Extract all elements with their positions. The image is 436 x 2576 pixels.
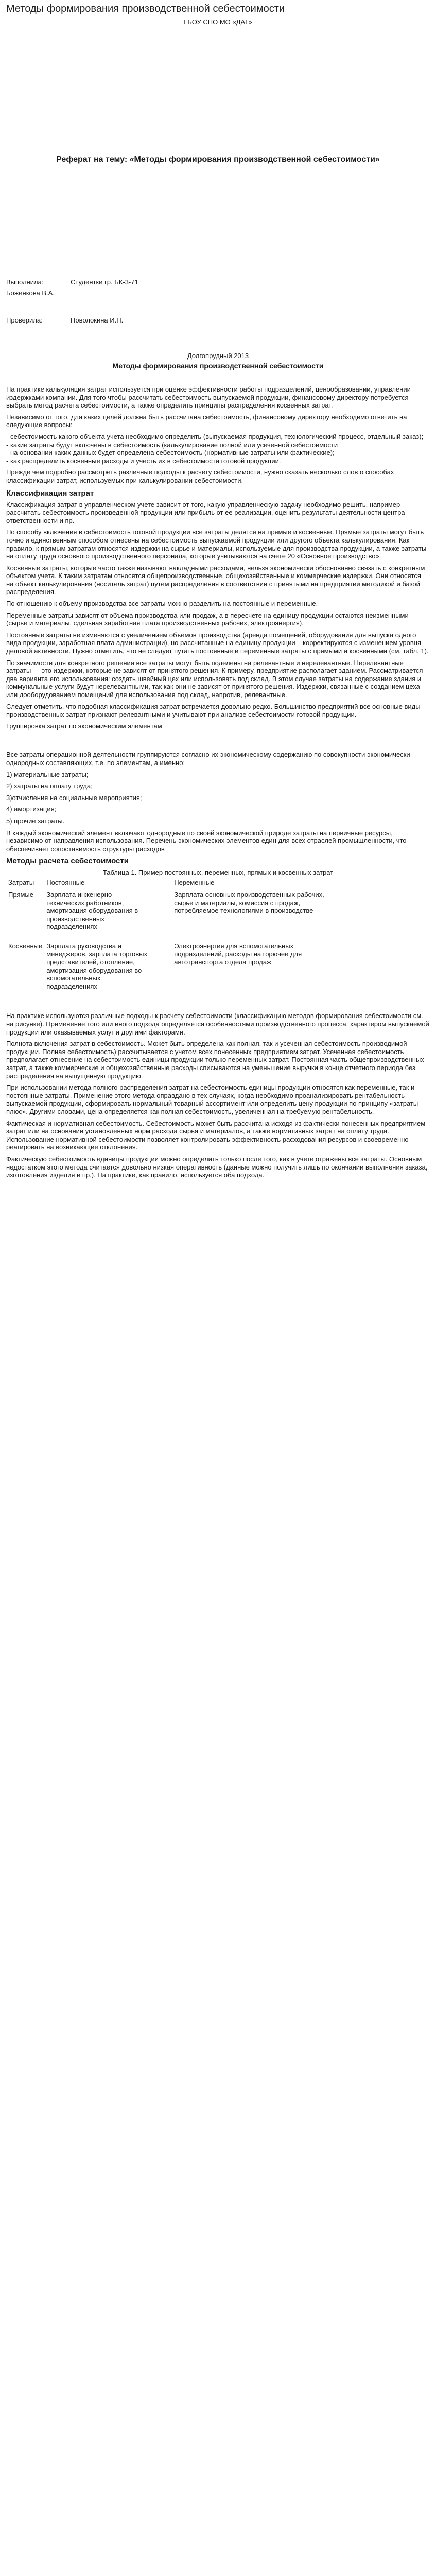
body-paragraph: Все затраты операционной деятельности группируются согласно их экономическому содержанию по совокупности экономически однородных составляющих, т.е. по элементам, а именно:: [6, 751, 410, 767]
intro-paragraph: На практике калькуляция затрат используется при оценке эффективности работы подразделений, ценообразовании, управлении издержками компании. Для того чтобы рассчитать себестоимость выпускаемой продукции, финансовому директору потребуется выбрать метод расчета себестоимости, а также определить принципы распределения косвенных затрат.: [6, 385, 411, 410]
performed-label: Выполнила:: [6, 278, 44, 286]
checked-value: Новолокина И.Н.: [71, 316, 124, 324]
list-item: 2) затраты на оплату труда;: [6, 782, 93, 790]
performed-value: Студентки гр. БК-3-71: [71, 278, 138, 286]
list-item: 3)отчисления на социальные мероприятия;: [6, 793, 142, 802]
section-heading-classification: Классификация затрат: [6, 488, 94, 498]
table-cell-fixed: Зарплата инженерно-технических работников, амортизация оборудования в производственных подразделениях: [46, 890, 138, 931]
costs-table: [6, 876, 430, 991]
author-block: [6, 278, 430, 324]
intro-list-item: - какие затраты будут включены в себестоимость (калькулирование полной или усеченной себестоимости: [6, 440, 338, 449]
main-heading: Методы формирования производственной себестоимости: [112, 362, 324, 370]
intro-list-item: - на основании каких данных будет определена себестоимость (нормативные затраты или фактические);: [6, 449, 335, 457]
city-year: Долгопрудный 2013: [187, 352, 249, 360]
intro-list-item: - как распределить косвенные расходы и учесть их в себестоимости готовой продукции.: [6, 456, 281, 465]
body-paragraph: На практике используются различные подходы к расчету себестоимости (классификацию методов формирования себестоимости см. на рисунке). Применение того или иного подхода определяется особенностями производственного процесса, характером выпускаемой продукции или оказываемых услуг и другими факторами.: [6, 1012, 429, 1036]
section-heading-methods: Методы расчета себестоимости: [6, 857, 129, 866]
intro-list-item: - себестоимость какого объекта учета необходимо определить (выпускаемая продукция, технологический процесс, отдельный заказ);: [6, 432, 424, 440]
document-title: Методы формирования производственной себестоимости: [6, 3, 285, 14]
body-paragraph: По отношению к объему производства все затраты можно разделить на постоянные и переменные.: [6, 600, 318, 608]
classification-section: [6, 501, 430, 853]
body-paragraph: Следует отметить, что подобная классификация затрат встречается довольно редко. Большинство предприятий все основные виды производственных затрат признают релевантными и учитывают при анализе себестоимости готовой продукции.: [6, 702, 421, 719]
table-row-label: Прямые: [8, 890, 33, 899]
table-caption: Таблица 1. Пример постоянных, переменных, прямых и косвенных затрат: [102, 869, 334, 877]
table-cell-variable: Электроэнергия для вспомогательных подразделений, расходы на горючее для автотранспорта отдела продаж: [174, 942, 302, 967]
table-header-cell: Постоянные: [46, 878, 85, 887]
table-row-label: Косвенные: [8, 942, 43, 950]
performed-row: [6, 278, 430, 286]
performed-name: Боженкова В.А.: [6, 289, 55, 297]
subheading-economic-elements: Группировка затрат по экономическим элементам: [6, 722, 162, 730]
report-title: Реферат на тему: «Методы формирования производственной себестоимости»: [56, 155, 380, 164]
body-paragraph: При использовании метода полного распределения затрат на себестоимость единицы продукции относятся как переменные, так и постоянные затраты. Применение этого метода оправдано в тех случаях, когда необходимо проанализировать рентабельность выпускаемой продукции, сформировать нормальный товарный ассортимент или определить цену продукции по принципу «затраты плюс». Другими словами, цена определяется как полная себестоимость, увеличенная на требуемую рентабельность.: [6, 1083, 418, 1115]
table-cell-variable: Зарплата основных производственных рабочих, сырье и материалы, комиссия с продаж, потребляемое технологиями в производстве: [174, 890, 324, 915]
table-header-cell: Переменные: [174, 878, 215, 887]
intro-paragraph: Прежде чем подробно рассмотреть различные подходы к расчету себестоимости, нужно сказать несколько слов о способах классификации затрат, используемых при калькулировании себестоимости.: [6, 468, 394, 484]
document-page: [0, 3, 436, 2576]
list-item: 4) амортизация;: [6, 805, 57, 814]
body-paragraph: Постоянные затраты не изменяются с увеличением объемов производства (аренда помещений, оборудования для выпуска одного вида продукции, заработная плата администрации), но рассчитанные на единицу продукции – корректируются с изменением уровня деловой активности. Нужно отметить, что не следует путать постоянные и переменные затраты с прямыми и косвенными (см. табл. 1).: [6, 631, 429, 655]
table-header-cell: Затраты: [8, 878, 34, 887]
body-paragraph: Фактическую себестоимость единицы продукции можно определить только после того, как в учете отражены все затраты. Основным недостатком этого метода считается довольно низкая оперативность (данные можно получить лишь по окончании выполнения заказа, изготовления изделия и пр.). На практике, как правило, используется оба подхода.: [6, 1155, 428, 1179]
list-item: 5) прочие затраты.: [6, 817, 65, 825]
body-paragraph: Фактическая и нормативная себестоимость. Себестоимость может быть рассчитана исходя из фактически понесенных предприятием затрат или на основании установленных норм расхода сырья и материалов, а также нормативных затрат на оплату труда. Использование нормативной себестоимости позволяет контролировать эффективность расходования ресурсов и своевременно реагировать на возникающие отклонения.: [6, 1119, 426, 1151]
body-paragraph: Переменные затраты зависят от объема производства или продаж, а в пересчете на единицу продукции остаются неизменными (сырье и материалы, сдельная заработная плата производственных рабочих, электроэнергия).: [6, 611, 409, 628]
list-item: 1) материальные затраты;: [6, 770, 89, 778]
checked-row: [6, 316, 430, 324]
intro-section: [6, 385, 430, 485]
intro-paragraph: Независимо от того, для каких целей должна быть рассчитана себестоимость, финансовому директору необходимо ответить на следующие вопросы:: [6, 413, 407, 429]
table-row: [6, 932, 430, 992]
table-header-row: [6, 876, 430, 890]
organization-name: ГБОУ СПО МО «ДАТ»: [184, 18, 252, 26]
body-paragraph: По способу включения в себестоимость готовой продукции все затраты делятся на прямые и косвенные. Прямые затраты могут быть точно и единственным способом отнесены на себестоимость выпускаемой продукции или другого объекта калькулирования. Как правило, к прямым затратам относятся издержки на сырье и материалы, используемые для производства продукции, а также затраты на оплату труда основного производственного персонала, которые учитываются на счете 20 «Основное производство».: [6, 528, 427, 561]
checked-label: Проверила:: [6, 316, 43, 324]
body-paragraph: В каждый экономический элемент включают однородные по своей экономической природе затраты на первичные ресурсы, независимо от направления использования. Перечень экономических элементов един для всех отраслей промышленности, что обеспечивает сопоставимость структуры расходов: [6, 828, 407, 853]
methods-section: [6, 1012, 430, 1179]
table-row: [6, 890, 430, 932]
body-paragraph: Полнота включения затрат в себестоимость. Может быть определена как полная, так и усеченная себестоимость производимой продукции. Полная себестоимость) рассчитывается с учетом всех понесенных предприятием затрат. Усеченная себестоимость предполагает отнесение на себестоимость единицы продукции только переменных затрат. Постоянная часть общепроизводственных затрат, а также коммерческие и общехозяйственные расходы списываются на уменьшение выручки в конце отчетного периода без распределения на выпущенную продукцию.: [6, 1040, 424, 1080]
body-paragraph: По значимости для конкретного решения все затраты могут быть поделены на релевантные и нерелевантные. Нерелевантные затраты — это издержки, которые не зависят от принятого решения. К примеру, предприятие располагает зданием. Рассматривается два варианта его использования: создать швейный цех или использовать под склад. В этом случае затраты на содержание здания и коммунальные услуги будут нерелевантными, так как они не зависят от принятого решения. Издержки, связанные с созданием цеха или дооборудованием помещений для использования под склад, напротив, релевантные.: [6, 658, 423, 699]
table-cell-fixed: Зарплата руководства и менеджеров, зарплата торговых представителей, отопление, амортизация оборудования во вспомогательных подразделениях: [46, 942, 147, 990]
body-paragraph: Косвенные затраты, которые часто также называют накладными расходами, нельзя экономически обоснованно связать с конкретным объектом учета. К таким затратам относятся общепроизводственные, общехозяйственные и коммерческие издержки. Они относятся на объект калькулирования (носитель затрат) путем распределения в соответствии с принятыми на предприятии методикой и базой распределения.: [6, 564, 425, 596]
body-paragraph: Классификация затрат в управленческом учете зависит от того, какую управленческую задачу необходимо решить, например рассчитать себестоимость произведенной продукции или прибыль от ее реализации, оценить результаты деятельности центра ответственности и пр.: [6, 500, 405, 524]
